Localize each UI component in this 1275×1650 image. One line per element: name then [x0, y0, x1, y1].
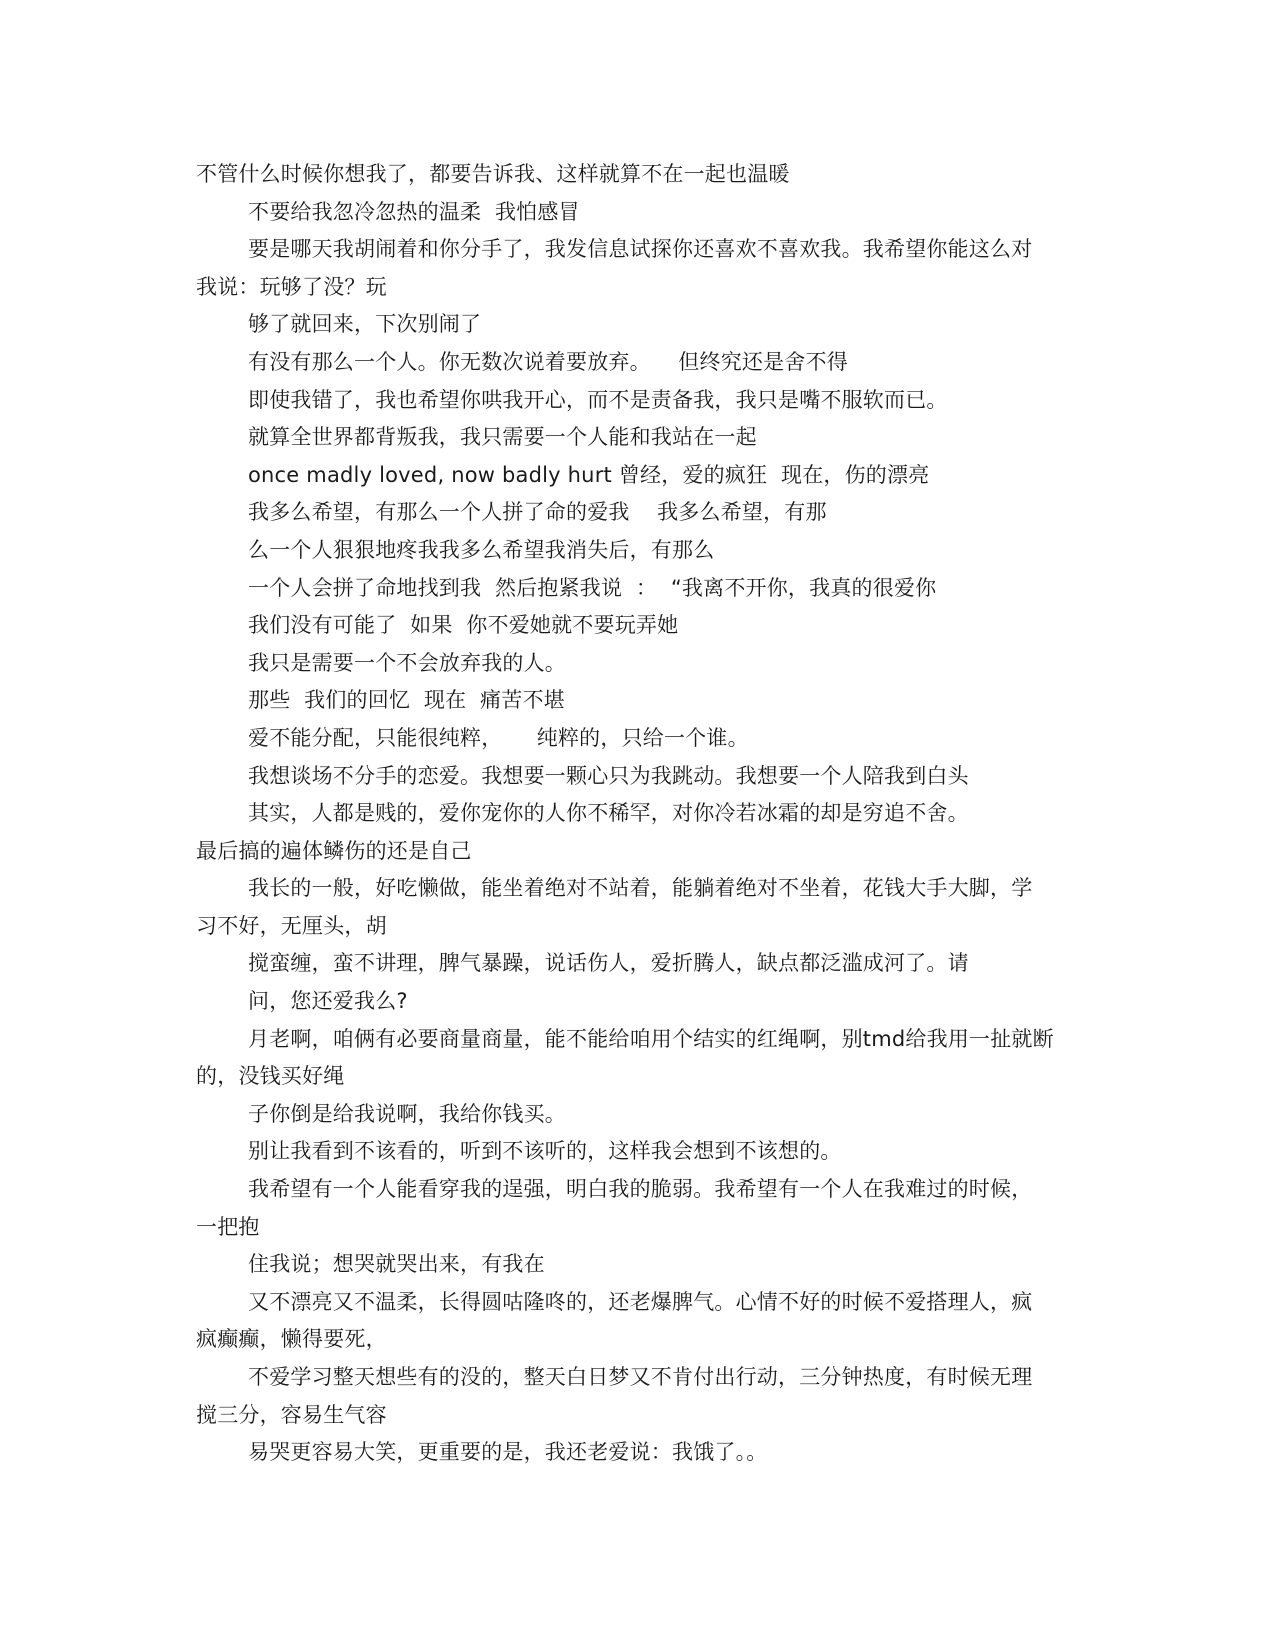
- text-line: 易哭更容易大笑，更重要的是，我还老爱说：我饿了。。: [248, 1440, 768, 1465]
- text-line: 子你倒是给我说啊，我给你钱买。: [248, 1101, 566, 1126]
- text-line: 不管什么时候你想我了，都要告诉我、这样就算不在一起也温暖: [196, 162, 790, 186]
- text-line: 我长的一般，好吃懒做，能坐着绝对不站着，能躺着绝对不坐着，花钱大手大脚，学: [248, 876, 1033, 901]
- text-line: 一个人会拼了命地找到我 然后抱紧我说 ： “我离不开你，我真的很爱你: [248, 575, 937, 600]
- text-line: 我只是需要一个不会放弃我的人。: [248, 650, 566, 675]
- text-line: 疯癫癫，懒得要死，: [196, 1327, 387, 1352]
- text-line: 其实，人都是贱的，爱你宠你的人你不稀罕，对你冷若冰霜的却是穷追不舍。: [248, 801, 969, 826]
- text-line: 最后搞的遍体鳞伤的还是自己: [196, 838, 472, 863]
- text-line: 么一个人狠狠地疼我我多么希望我消失后，有那么: [248, 537, 715, 562]
- text-line: 我多么希望，有那么一个人拼了命的爱我 我多么希望，有那: [248, 500, 827, 525]
- text-line: once madly loved, now badly hurt 曾经，爱的疯狂 现在，伤的漂亮: [248, 462, 930, 487]
- text-line: 问，您还爱我么?: [248, 989, 408, 1014]
- document-body: [196, 156, 1096, 1472]
- text-line: 爱不能分配，只能很纯粹， 纯粹的，只给一个谁。: [248, 725, 749, 750]
- text-line: 那些 我们的回忆 现在 痛苦不堪: [248, 688, 565, 713]
- text-line: 别让我看到不该看的，听到不该听的，这样我会想到不该想的。: [248, 1139, 842, 1164]
- text-line: 不要给我忽冷忽热的温柔 我怕感冒: [248, 199, 580, 224]
- text-line: 不爱学习整天想些有的没的，整天白日梦又不肯付出行动，三分钟热度，有时候无理: [248, 1365, 1033, 1389]
- text-line: 住我说；想哭就哭出来，有我在: [248, 1252, 545, 1277]
- text-line: 我们没有可能了 如果 你不爱她就不要玩弄她: [248, 613, 679, 638]
- text-line: 我希望有一个人能看穿我的逞强，明白我的脆弱。我希望有一个人在我难过的时候，: [248, 1177, 1033, 1202]
- text-line: 就算全世界都背叛我，我只需要一个人能和我站在一起: [248, 425, 757, 450]
- text-line: 我想谈场不分手的恋爱。我想要一颗心只为我跳动。我想要一个人陪我到白头: [248, 763, 969, 788]
- text-line: 月老啊，咱俩有必要商量商量，能不能给咱用个结实的红绳啊，别tmd给我用一扯就断: [248, 1026, 1054, 1051]
- text-line: 要是哪天我胡闹着和你分手了，我发信息试探你还喜欢不喜欢我。我希望你能这么对: [248, 237, 1033, 262]
- text-line: 又不漂亮又不温柔，长得圆咕隆咚的，还老爆脾气。心情不好的时候不爱搭理人，疯: [248, 1289, 1033, 1314]
- text-line: 搅三分，容易生气容: [196, 1402, 387, 1427]
- text-line: 搅蛮缠，蛮不讲理，脾气暴躁，说话伤人，爱折腾人，缺点都泛滥成河了。请: [248, 951, 969, 976]
- text-line: 有没有那么一个人。你无数次说着要放弃。 但终究还是舍不得: [248, 349, 848, 374]
- text-line: 一把抱: [196, 1214, 260, 1239]
- text-line: 够了就回来，下次别闹了: [248, 312, 482, 337]
- text-line: 即使我错了，我也希望你哄我开心，而不是责备我，我只是嘴不服软而已。: [248, 387, 948, 412]
- text-line: 习不好，无厘头，胡: [196, 913, 387, 938]
- text-line: 我说：玩够了没？玩: [196, 274, 387, 299]
- text-line: 的，没钱买好绳: [196, 1064, 345, 1089]
